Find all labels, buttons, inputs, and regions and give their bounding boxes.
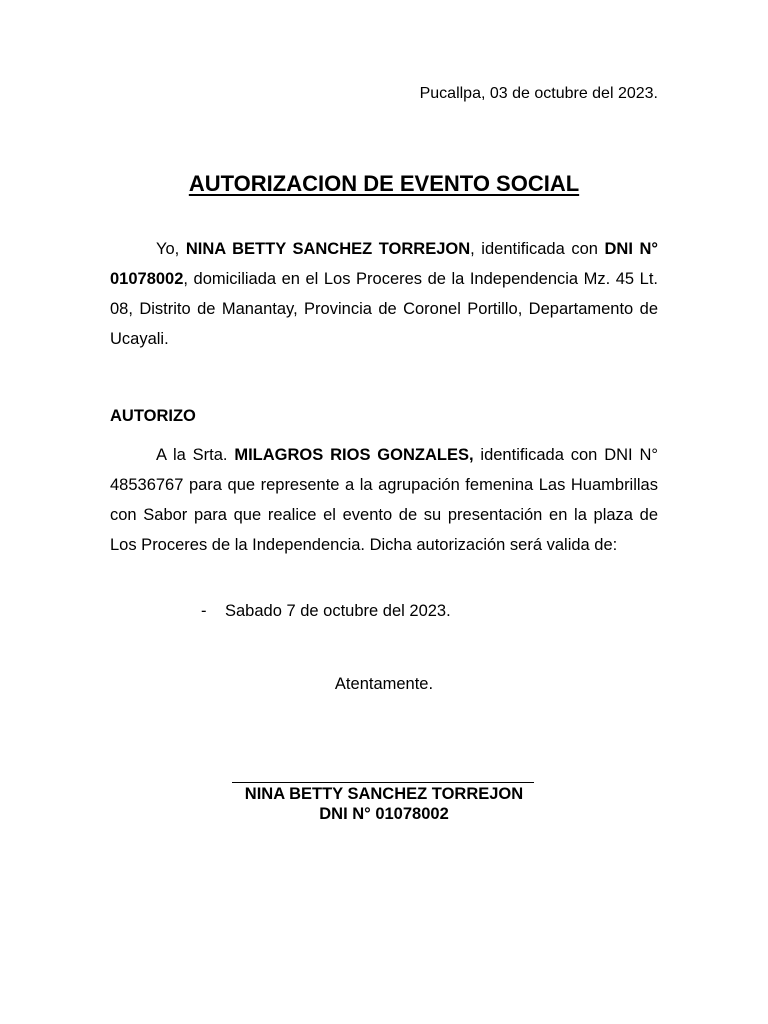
authorizer-dni: DNI N° 01078002 <box>110 240 659 288</box>
closing-text: Atentamente. <box>334 675 434 693</box>
authorizer-name: NINA BETTY SANCHEZ TORREJON <box>185 240 471 258</box>
list-item-text: Sabado 7 de octubre del 2023. <box>225 602 451 620</box>
paragraph-text: , identificada con <box>470 240 605 258</box>
date-line: Pucallpa, 03 de octubre del 2023. <box>419 85 658 102</box>
authorized-paragraph <box>110 440 658 560</box>
signature-name: NINA BETTY SANCHEZ TORREJON <box>244 785 524 803</box>
paragraph-text: A la Srta. <box>156 446 235 464</box>
list-item <box>201 599 451 623</box>
authorized-name: MILAGROS RIOS GONZALES, <box>234 446 474 464</box>
signature-dni: DNI N° 01078002 <box>319 805 449 823</box>
signature-line <box>232 782 534 783</box>
list-bullet: - <box>201 602 207 620</box>
paragraph-text: identificada con DNI N° 48536767 para que represente a la agrupación femenina Las Huambrillas con Sabor para que realice el evento de su presentación en la plaza de Los Proceres de la Independencia. Dicha autorización será valida de: <box>110 446 658 554</box>
autorizo-label: AUTORIZO <box>110 407 196 425</box>
paragraph-text: , domiciliada en el Los Proceres de la Independencia Mz. 45 Lt. 08, Distrito de Manantay, Provincia de Coronel Portillo, Departamento de Ucayali. <box>110 270 658 348</box>
authorizer-paragraph <box>110 234 658 354</box>
document-title: AUTORIZACION DE EVENTO SOCIAL <box>188 171 580 196</box>
paragraph-text: Yo, <box>156 240 186 258</box>
